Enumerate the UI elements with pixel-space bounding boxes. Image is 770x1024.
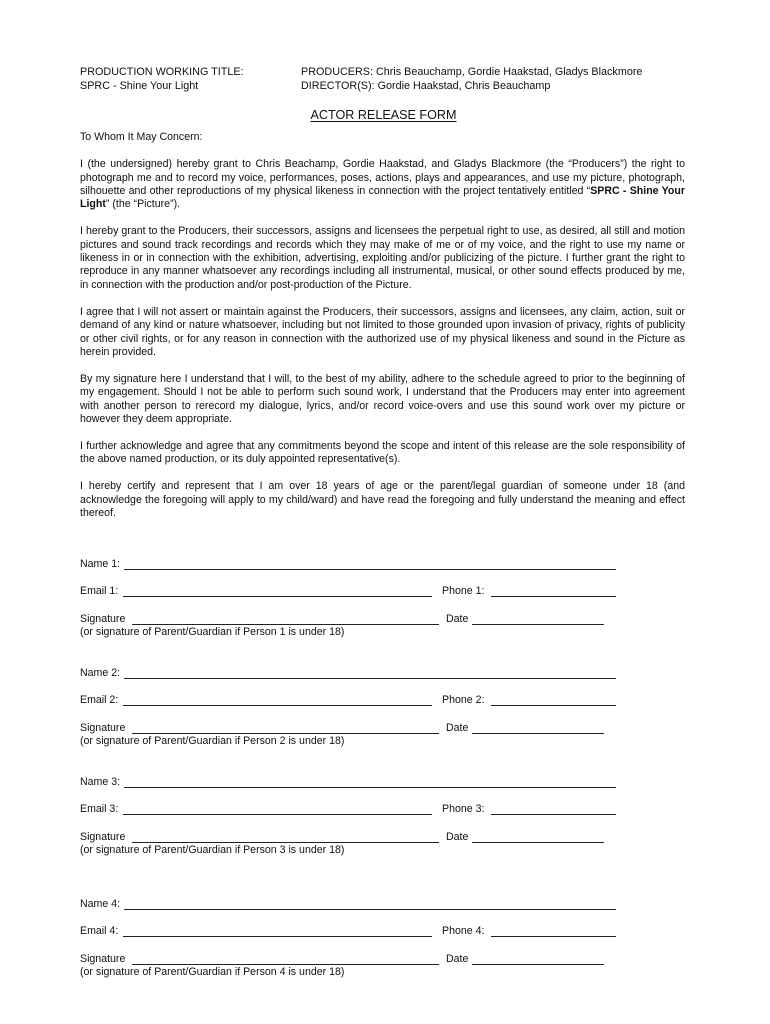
date-row [446, 613, 468, 627]
signature-row [80, 831, 125, 845]
guardian-note: (or signature of Parent/Guardian if Person 3 is under 18) [80, 844, 345, 856]
phone-label: Phone 3: [442, 803, 485, 815]
project-title-bold: SPRC - Shine Your Light [80, 184, 685, 211]
producers-line: PRODUCERS: Chris Beauchamp, Gordie Haakstad, Gladys Blackmore [301, 66, 643, 78]
working-title-value: SPRC - Shine Your Light [80, 79, 199, 92]
date-row [446, 831, 468, 845]
date-label: Date [446, 722, 469, 734]
directors-line: DIRECTOR(S): Gordie Haakstad, Chris Beauchamp [301, 79, 551, 92]
form-title-text: ACTOR RELEASE FORM [310, 108, 457, 123]
name-row [80, 898, 120, 912]
email-field[interactable] [123, 803, 432, 815]
signature-field[interactable] [132, 722, 439, 734]
email-row [80, 803, 118, 817]
phone-label: Phone 1: [442, 585, 485, 597]
paragraph-rights: I hereby grant to the Producers, their successors, assigns and licensees the perpetual right to use, as desired, all still and motion pictures and sound track recordings and records which they may make of me or of my voice, and the right to use my name or likeness in or in connection with the exhibition, advertising, exploiting and/or publicizing of the picture. I further grant the right to reproduce in any manner whatsoever any recordings including all instrumental, musical, or other sound effects produced by me, in connection with the production and/or post-production of the Picture. [80, 225, 685, 291]
date-field[interactable] [472, 953, 604, 965]
paragraph-certify: I hereby certify and represent that I am over 18 years of age or the parent/legal guardian of someone under 18 (and acknowledge the foregoing will apply to my child/ward) and have read the foregoing and fully understand the meaning and effect thereof. [80, 480, 685, 520]
paragraph-grant-text-b: ” (the “Picture”). [105, 198, 181, 211]
working-title-label: PRODUCTION WORKING TITLE: [80, 66, 244, 78]
signature-label: Signature [80, 722, 126, 734]
email-field[interactable] [123, 585, 432, 597]
phone-row [442, 694, 484, 708]
signature-row [80, 613, 125, 627]
email-row [80, 585, 118, 599]
signature-row [80, 722, 125, 736]
name-row [80, 776, 120, 790]
name-label: Name 3: [80, 776, 121, 788]
name-field[interactable] [124, 898, 616, 910]
paragraph-schedule: By my signature here I understand that I will, to the best of my ability, adhere to the schedule agreed to prior to the beginning of my engagement. Should I not be able to perform such sound work, I understand that the Producers may enter into agreement with another person to rerecord my dialogue, lyrics, and/or record voice-overs and use this sound work over my picture or however they deem appropriate. [80, 372, 685, 426]
name-label: Name 2: [80, 667, 121, 679]
name-label: Name 4: [80, 898, 121, 910]
signature-field[interactable] [132, 953, 439, 965]
phone-row [442, 803, 484, 817]
name-label: Name 1: [80, 558, 121, 570]
phone-field[interactable] [491, 803, 616, 815]
signature-row [80, 953, 125, 967]
date-label: Date [446, 831, 469, 843]
phone-field[interactable] [491, 585, 616, 597]
date-field[interactable] [472, 831, 604, 843]
email-row [80, 925, 118, 939]
production-header [80, 66, 685, 93]
email-label: Email 3: [80, 803, 119, 815]
paragraph-grant [80, 158, 685, 212]
date-field[interactable] [472, 613, 604, 625]
name-field[interactable] [124, 558, 616, 570]
date-label: Date [446, 953, 469, 965]
guardian-note: (or signature of Parent/Guardian if Person 4 is under 18) [80, 966, 345, 978]
signature-field[interactable] [132, 613, 439, 625]
salutation: To Whom It May Concern: [80, 131, 203, 144]
form-title [80, 108, 685, 123]
email-label: Email 2: [80, 694, 119, 706]
date-label: Date [446, 613, 469, 625]
phone-field[interactable] [491, 694, 616, 706]
signature-field[interactable] [132, 831, 439, 843]
email-label: Email 4: [80, 925, 119, 937]
header-right [301, 66, 685, 93]
paragraph-commitments: I further acknowledge and agree that any commitments beyond the scope and intent of this release are the sole responsibility of the above named production, or its duly appointed representative(s). [80, 440, 685, 466]
name-row [80, 667, 120, 681]
paragraph-no-claims: I agree that I will not assert or maintain against the Producers, their successors, assigns and licensees, any claim, action, suit or demand of any kind or nature whatsoever, including but not limited to those grounded upon invasion of privacy, rights of publicity or other civil rights, or for any reason in connection with the authorized use of my physical likeness and sound in the Picture as herein provided. [80, 305, 685, 358]
phone-row [442, 925, 484, 939]
guardian-note: (or signature of Parent/Guardian if Person 1 is under 18) [80, 626, 345, 638]
name-field[interactable] [124, 776, 616, 788]
date-row [446, 722, 468, 736]
release-form-body [80, 66, 685, 521]
date-row [446, 953, 468, 967]
email-label: Email 1: [80, 585, 119, 597]
phone-row [442, 585, 484, 599]
name-row [80, 558, 120, 572]
header-left [80, 66, 301, 93]
guardian-note: (or signature of Parent/Guardian if Person 2 is under 18) [80, 735, 345, 747]
signature-label: Signature [80, 953, 126, 965]
email-field[interactable] [123, 925, 432, 937]
email-row [80, 694, 118, 708]
phone-field[interactable] [491, 925, 616, 937]
email-field[interactable] [123, 694, 432, 706]
phone-label: Phone 4: [442, 925, 485, 937]
name-field[interactable] [124, 667, 616, 679]
signature-label: Signature [80, 831, 126, 843]
phone-label: Phone 2: [442, 694, 485, 706]
signature-label: Signature [80, 613, 126, 625]
paragraph-grant-text-a: I (the undersigned) hereby grant to Chris Beachamp, Gordie Haakstad, and Gladys Blackmore (the “Producers”) the right to photograph me and to record my voice, performances, poses, actions, plays and appearances, and use my picture, photograph, silhouette and other reproductions of my physical likeness in connection with the project tentatively entitled “ [80, 158, 685, 197]
date-field[interactable] [472, 722, 604, 734]
